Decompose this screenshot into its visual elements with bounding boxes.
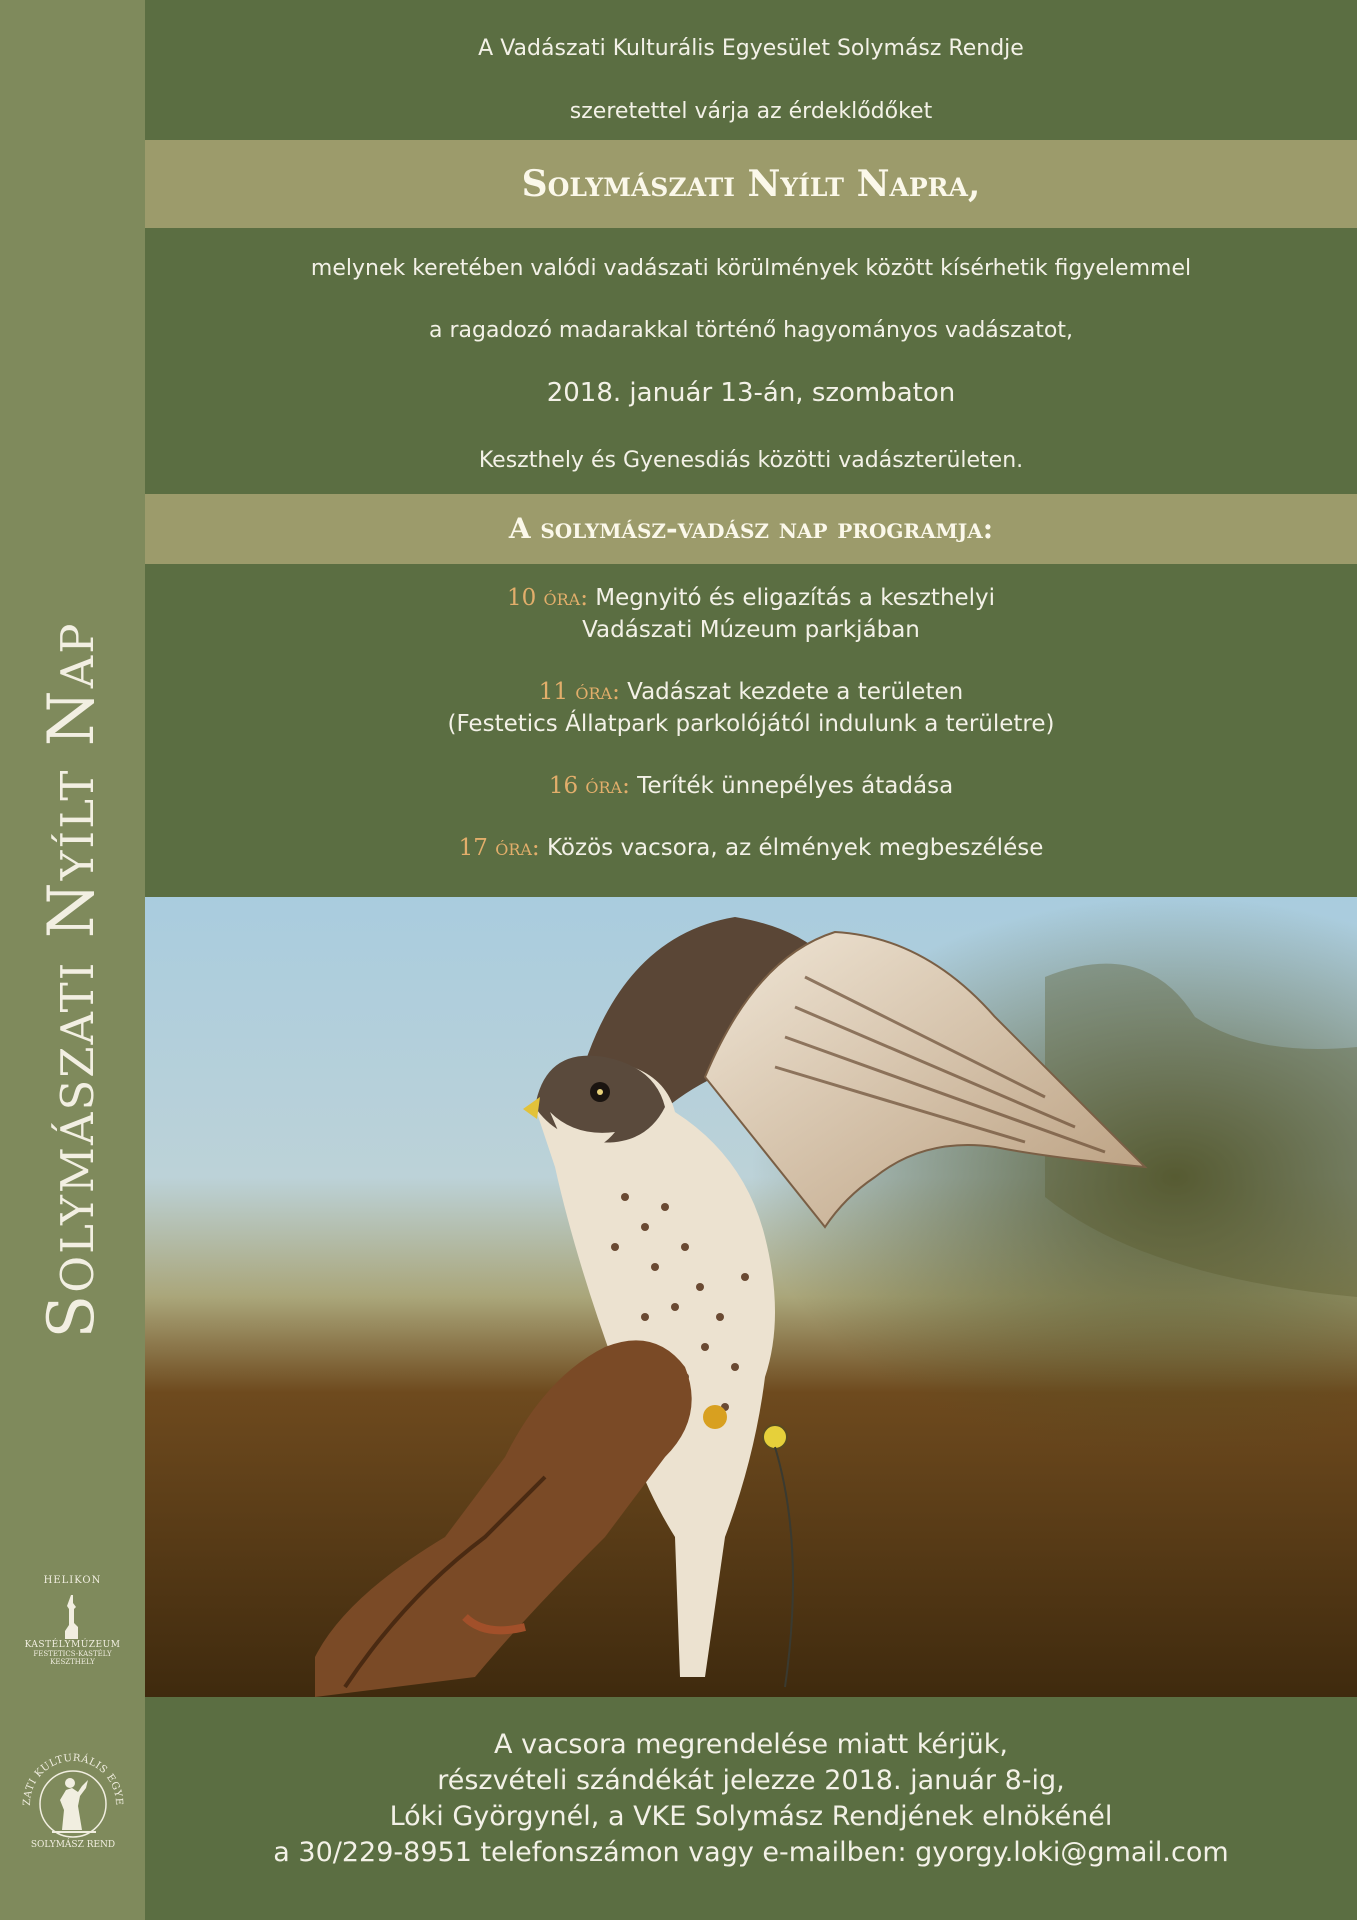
program-item-3	[145, 770, 1357, 802]
program-text-2b: (Festetics Állatpark parkolójától indulunk a területre)	[447, 711, 1055, 737]
program-block	[145, 564, 1357, 897]
header-block	[145, 0, 1357, 140]
logo-line-helikon: HELIKON	[43, 1575, 102, 1586]
header-line-1: A Vadászati Kulturális Egyesület Solymász Rendje	[478, 36, 1024, 61]
program-item-1	[145, 582, 1357, 646]
event-place: Keszthely és Gyenesdiás közötti vadászterületen.	[478, 448, 1024, 473]
logo-line-keszthely: KESZTHELY	[50, 1658, 95, 1666]
sidebar	[0, 0, 146, 1920]
logo-arc-text: zati Kulturális Egye	[21, 1752, 125, 1806]
footer-contact-line: a 30/229-8951 telefonszámon vagy e-mailben: gyorgy.loki@gmail.com	[273, 1837, 1229, 1868]
description-line-1: melynek keretében valódi vadászati körülmények között kísérhetik figyelemmel	[310, 256, 1192, 281]
program-text-3: Teríték ünnepélyes átadása	[637, 773, 954, 799]
program-item-2	[145, 676, 1357, 740]
program-text-2a: Vadászat kezdete a területen	[627, 679, 964, 705]
program-text-1b: Vadászati Múzeum parkjában	[582, 617, 920, 643]
program-time-4: 17 óra:	[458, 835, 540, 861]
description-block	[145, 228, 1357, 494]
footer	[145, 1697, 1357, 1920]
program-text-1a: Megnyitó és eligazítás a keszthelyi	[595, 585, 996, 611]
falconer-emblem-icon	[12, 1740, 134, 1850]
logo-line-kastelymuzeum: KASTÉLYMÚZEUM	[24, 1640, 121, 1650]
footer-line-2: részvételi szándékát jelezze 2018. január 8-ig,	[437, 1765, 1065, 1796]
footer-line-1: A vacsora megrendelése miatt kérjük,	[494, 1729, 1008, 1760]
program-item-4	[145, 832, 1357, 864]
footer-line-3: Lóki Györgynél, a VKE Solymász Rendjének elnökénél	[389, 1801, 1113, 1832]
program-time-3: 16 óra:	[548, 773, 630, 799]
description-line-2: a ragadozó madarakkal történő hagyományos vadászatot,	[429, 318, 1073, 343]
vke-logo	[12, 1740, 134, 1858]
program-time-2: 11 óra:	[538, 679, 620, 705]
falcon-photo	[145, 897, 1357, 1697]
statue-icon	[57, 1593, 87, 1643]
vertical-title: Solymászati Nyílt Nap	[35, 621, 109, 1339]
program-text-4: Közös vacsora, az élmények megbeszélése	[547, 835, 1044, 861]
logo-line-festetics: FESTETICS-KASTÉLY	[33, 1650, 112, 1658]
program-band: A solymász-vadász nap programja:	[145, 494, 1357, 564]
header-line-2: szeretettel várja az érdeklődőket	[569, 99, 933, 124]
logo-bottom-text: SOLYMÁSZ REND	[30, 1840, 116, 1850]
program-time-1: 10 óra:	[506, 585, 588, 611]
event-date: 2018. január 13-án, szombaton	[546, 378, 956, 408]
title-band: Solymászati Nyílt Napra,	[145, 140, 1357, 228]
helikon-logo	[15, 1575, 130, 1666]
falcon-on-glove-image	[145, 897, 1357, 1697]
